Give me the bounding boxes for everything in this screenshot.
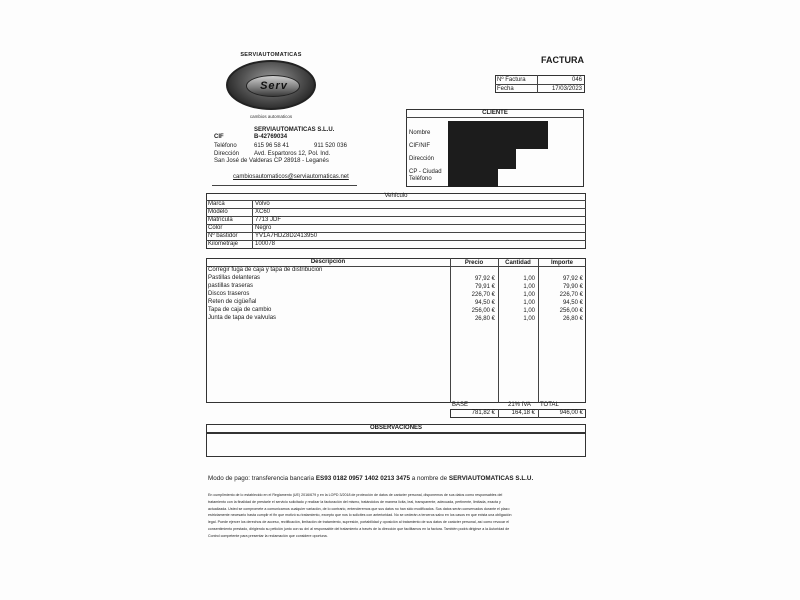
totals-base-label: BASE — [452, 402, 469, 408]
col-header-description: Descripción — [310, 259, 346, 265]
vehicle-value: Negro — [255, 225, 272, 231]
col-header-amount: Importe — [550, 260, 573, 266]
item-amount: 97,92 € — [562, 276, 583, 282]
payment-iban: ES93 0182 0957 1402 0213 3475 — [315, 475, 411, 482]
company-logo — [222, 52, 320, 124]
vehicle-header: Vehículo — [384, 193, 408, 199]
vehicle-label: Matrícula — [208, 217, 233, 223]
item-quantity: 1,00 — [523, 308, 535, 314]
item-description: Corregir fuga de caja y tapa de distribucion — [208, 267, 323, 273]
item-price: 94,50 € — [474, 300, 495, 306]
client-address-label: Dirección — [409, 156, 435, 162]
company-cif-label: CIF — [214, 134, 224, 140]
totals-total-value: 946,00 € — [559, 410, 583, 416]
totals-iva-value: 164,18 € — [511, 410, 535, 416]
legal-line: actualizada. Usted se compromete a comunicarnos cualquier variación, de lo contrario, entenderemos que sus datos no han sido modificados. Sus datos serán conservados durante el plazo — [208, 506, 510, 511]
payment-prefix: Modo de pago: transferencia bancaria — [208, 475, 315, 482]
company-address-label: Dirección — [214, 151, 240, 157]
item-price: 256,00 € — [471, 308, 495, 314]
item-amount: 256,00 € — [559, 308, 583, 314]
company-email[interactable]: cambiosautomaticos@serviautomaticas.net — [233, 174, 349, 180]
item-description: Pastillas delanteras — [208, 275, 261, 281]
item-quantity: 1,00 — [523, 292, 535, 298]
vehicle-value: 7713 JDF — [255, 217, 282, 223]
item-price: 226,70 € — [471, 292, 495, 298]
item-quantity: 1,00 — [523, 316, 535, 322]
vehicle-value: XC60 — [255, 209, 271, 215]
vehicle-label: Color — [208, 225, 223, 231]
vehicle-label: Nº bastidor — [208, 233, 238, 239]
observations-area — [206, 433, 586, 457]
company-address-line2: San José de Valderas CP 28918 - Leganés — [214, 158, 329, 164]
redaction-block — [448, 147, 516, 169]
vehicle-value: 100078 — [255, 241, 276, 247]
legal-line: Control competente para presentar la reclamación que considere oportuna. — [208, 533, 328, 538]
company-phone-1: 615 96 58 41 — [254, 143, 290, 149]
item-amount: 94,50 € — [562, 300, 583, 306]
legal-line: estrictamente necesario hasta cumplir el fin que motivó su tratamiento, excepto que nos lo solicites con anterioridad. No se cederán a terceros salvo en los casos en que exista una obligación — [208, 513, 512, 518]
logo-center-text: Serv — [260, 80, 288, 92]
item-amount: 79,90 € — [562, 284, 583, 290]
vehicle-value: Volvo — [255, 201, 270, 207]
legal-line: En cumplimiento de lo establecido en el Reglamento (UE) 2016/679 y en la LOPD 3/2018 de protección de datos de carácter personal, disponemos de sus datos como responsables del — [208, 493, 503, 497]
invoice-number-label: Nº Factura — [497, 77, 526, 83]
item-quantity: 1,00 — [523, 300, 535, 306]
payment-line — [208, 475, 533, 482]
item-price: 26,80 € — [474, 316, 495, 322]
company-cif-value: B-42769034 — [254, 134, 288, 140]
invoice-date-value: 17/03/2023 — [551, 86, 582, 92]
item-price: 97,92 € — [474, 276, 495, 282]
redaction-block — [448, 167, 498, 187]
totals-base-value: 781,82 € — [471, 410, 495, 416]
invoice-date-label: Fecha — [497, 86, 514, 92]
totals-iva-label: 21% IVA — [508, 402, 531, 408]
document-title: FACTURA — [541, 55, 584, 65]
item-price: 79,91 € — [474, 284, 495, 290]
col-header-quantity: Cantidad — [505, 260, 531, 266]
client-cif-label: CIF/NIF — [409, 143, 430, 149]
logo-top-text: SERVIAUTOMATICAS — [240, 52, 302, 58]
item-amount: 26,80 € — [562, 316, 583, 322]
totals-total-label: TOTAL — [540, 402, 559, 408]
legal-line: tratamiento con la finalidad de prestarle el servicio solicitado y realizar la facturación del mismo, tratándolos de manera lícita, leal, transparente, adecuada, pertinente, limitada, exacta y — [208, 499, 501, 504]
client-header: CLIENTE — [482, 110, 508, 116]
company-name: SERVIAUTOMATICAS S.L.U. — [254, 127, 335, 133]
vehicle-value: YV1A7HDZ8D2413950 — [255, 233, 318, 239]
logo-emblem — [226, 60, 316, 110]
item-description: pastillas traseras — [208, 283, 254, 289]
item-amount: 226,70 € — [559, 292, 583, 298]
logo-subtitle: cambios automaticos — [249, 114, 293, 119]
col-header-price: Precio — [464, 260, 484, 266]
client-phone-label: Teléfono — [409, 176, 432, 182]
payment-middle: a nombre de — [411, 475, 448, 482]
legal-line: consentimiento prestado, dirigiendo su petición junto con su dni al responsable del tratamiento a través de la dirección que facilitamos en la factura. También podrá dirigirse a la Autoridad de — [208, 526, 510, 531]
item-description: Junta de tapa de valvulas — [208, 315, 277, 321]
legal-line: legal. Puede ejercer los derechos de acceso, rectificación, limitación de tratamiento, supresión, portabilidad y oposición al tratamiento de sus datos de carácter personal, así como revocar el — [208, 520, 510, 525]
company-phone-2: 911 520 036 — [314, 143, 347, 149]
item-quantity: 1,00 — [523, 284, 535, 290]
vehicle-label: Modelo — [208, 209, 228, 215]
vehicle-label: Marca — [208, 201, 225, 207]
vehicle-label: Kilometraje — [208, 241, 239, 247]
logo-inner-badge — [246, 75, 300, 97]
observations-header: OBSERVACIONES — [369, 425, 423, 431]
client-name-label: Nombre — [409, 130, 431, 136]
company-phone-label: Teléfono — [214, 143, 237, 149]
redaction-block — [448, 121, 548, 149]
client-cp-label: CP - Ciudad — [409, 169, 442, 175]
company-address: Avd. Espartoros 12, Pol. Ind. — [254, 151, 331, 157]
legal-text — [208, 492, 586, 540]
item-description: Reten de cigüeñal — [208, 299, 257, 305]
item-description: Tapa de caja de cambio — [208, 307, 272, 313]
item-quantity: 1,00 — [523, 276, 535, 282]
invoice-number-value: 046 — [571, 77, 582, 83]
payment-holder: SERVIAUTOMATICAS S.L.U. — [448, 475, 534, 482]
item-description: Discos traseros — [208, 291, 250, 297]
